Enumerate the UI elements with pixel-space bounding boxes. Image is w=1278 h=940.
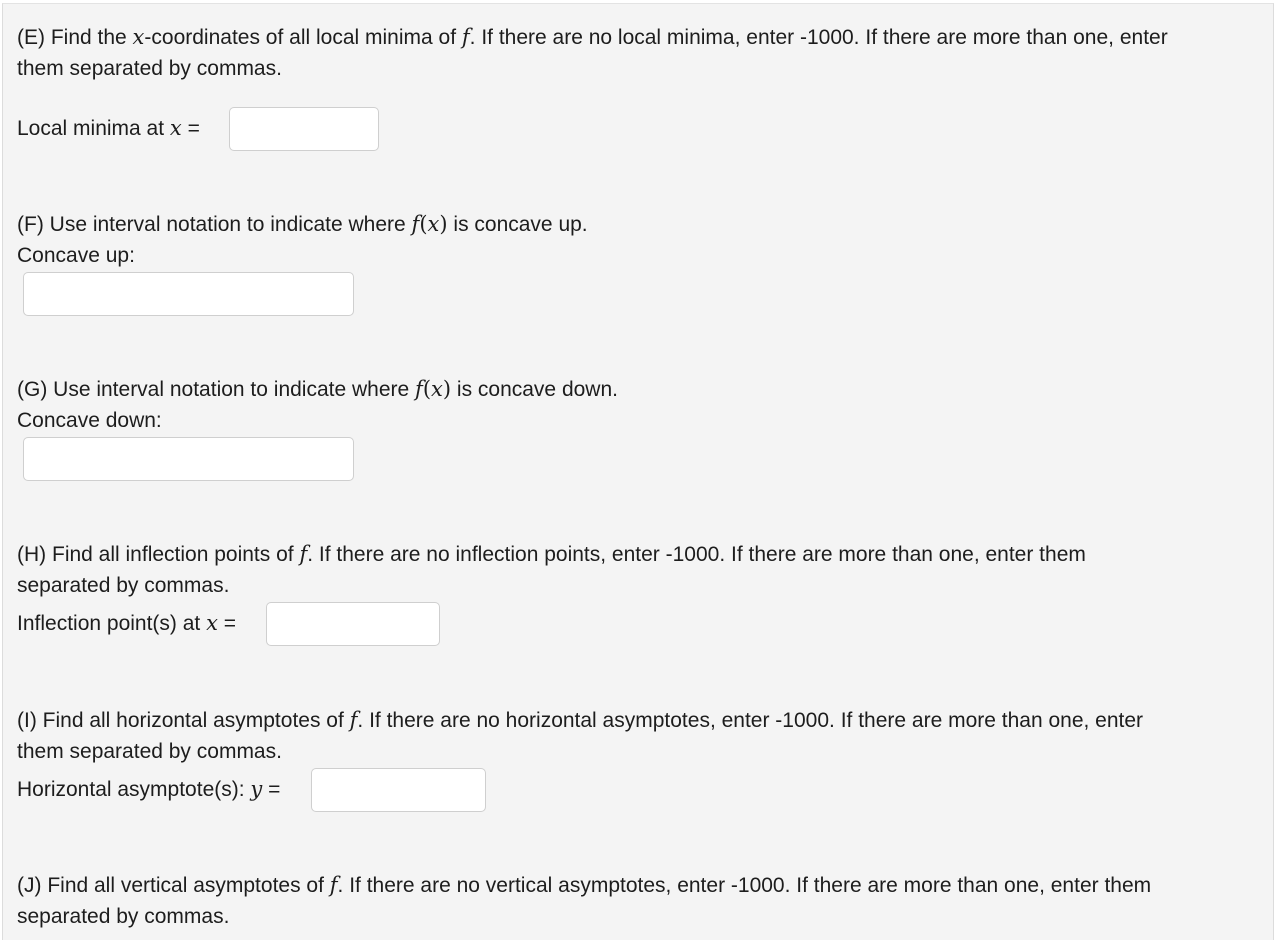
open-paren: (: [422, 377, 432, 401]
question-e-text-2: -coordinates of all local minima of: [144, 26, 462, 49]
question-panel: [2, 3, 1274, 940]
math-x: x: [169, 116, 182, 140]
question-e-prompt: [17, 21, 1168, 54]
question-h-text-2: . If there are no inflection points, enter -1000. If there are more than one, enter them: [307, 543, 1086, 566]
question-h-prompt: [17, 538, 1086, 571]
equals-sign: =: [262, 778, 281, 801]
inflection-points-input[interactable]: [266, 602, 440, 646]
close-paren: ): [439, 212, 448, 236]
question-g-text-2: is concave down.: [451, 378, 618, 401]
math-f: f: [299, 542, 308, 566]
math-x: x: [431, 377, 443, 401]
math-f: f: [411, 212, 420, 236]
math-f: f: [349, 708, 358, 732]
concave-up-label: Concave up:: [17, 244, 135, 267]
inflection-points-label: [17, 607, 236, 640]
local-minima-label: [17, 112, 200, 145]
question-h-text-1: (H) Find all inflection points of: [17, 543, 300, 566]
inflection-label-text: Inflection point(s) at: [17, 612, 207, 635]
horizontal-asymptotes-input[interactable]: [311, 768, 486, 812]
equals-sign: =: [181, 117, 200, 140]
question-e-text-1: (E) Find the: [17, 26, 133, 49]
question-g-prompt: [17, 373, 618, 406]
math-f: f: [461, 25, 470, 49]
question-j-text-2: . If there are no vertical asymptotes, enter -1000. If there are more than one, enter them: [337, 874, 1152, 897]
question-i-prompt-line2: them separated by commas.: [17, 740, 282, 763]
close-paren: ): [442, 377, 452, 401]
question-i-text-2: . If there are no horizontal asymptotes, enter -1000. If there are more than one, enter: [357, 709, 1144, 732]
question-e-text-3: . If there are no local minima, enter -1000. If there are more than one, enter: [469, 26, 1168, 49]
math-x: x: [132, 25, 145, 49]
question-f-text-2: is concave up.: [447, 213, 588, 236]
question-e-prompt-line2: them separated by commas.: [17, 57, 282, 80]
concave-down-input[interactable]: [23, 437, 354, 481]
question-j-text-1: (J) Find all vertical asymptotes of: [17, 874, 330, 897]
question-g-text-1: (G) Use interval notation to indicate where: [17, 378, 416, 401]
math-x: x: [427, 212, 440, 236]
math-x: x: [206, 611, 218, 635]
open-paren: (: [419, 212, 428, 236]
question-i-prompt: [17, 704, 1143, 737]
math-y: y: [250, 777, 263, 801]
horizontal-asymptotes-label: [17, 773, 280, 806]
question-j-prompt: [17, 869, 1151, 902]
question-j-prompt-line2: separated by commas.: [17, 905, 230, 928]
concave-down-label: Concave down:: [17, 409, 162, 432]
local-minima-label-text: Local minima at: [17, 117, 170, 140]
question-f-prompt: [17, 208, 588, 241]
local-minima-input[interactable]: [229, 107, 379, 151]
concave-up-input[interactable]: [23, 272, 354, 316]
question-f-text-1: (F) Use interval notation to indicate where: [17, 213, 412, 236]
question-h-prompt-line2: separated by commas.: [17, 574, 230, 597]
math-f: f: [415, 377, 423, 401]
question-i-text-1: (I) Find all horizontal asymptotes of: [17, 709, 350, 732]
equals-sign: =: [217, 612, 237, 635]
math-f: f: [329, 873, 338, 897]
horizontal-label-text: Horizontal asymptote(s):: [17, 778, 251, 801]
